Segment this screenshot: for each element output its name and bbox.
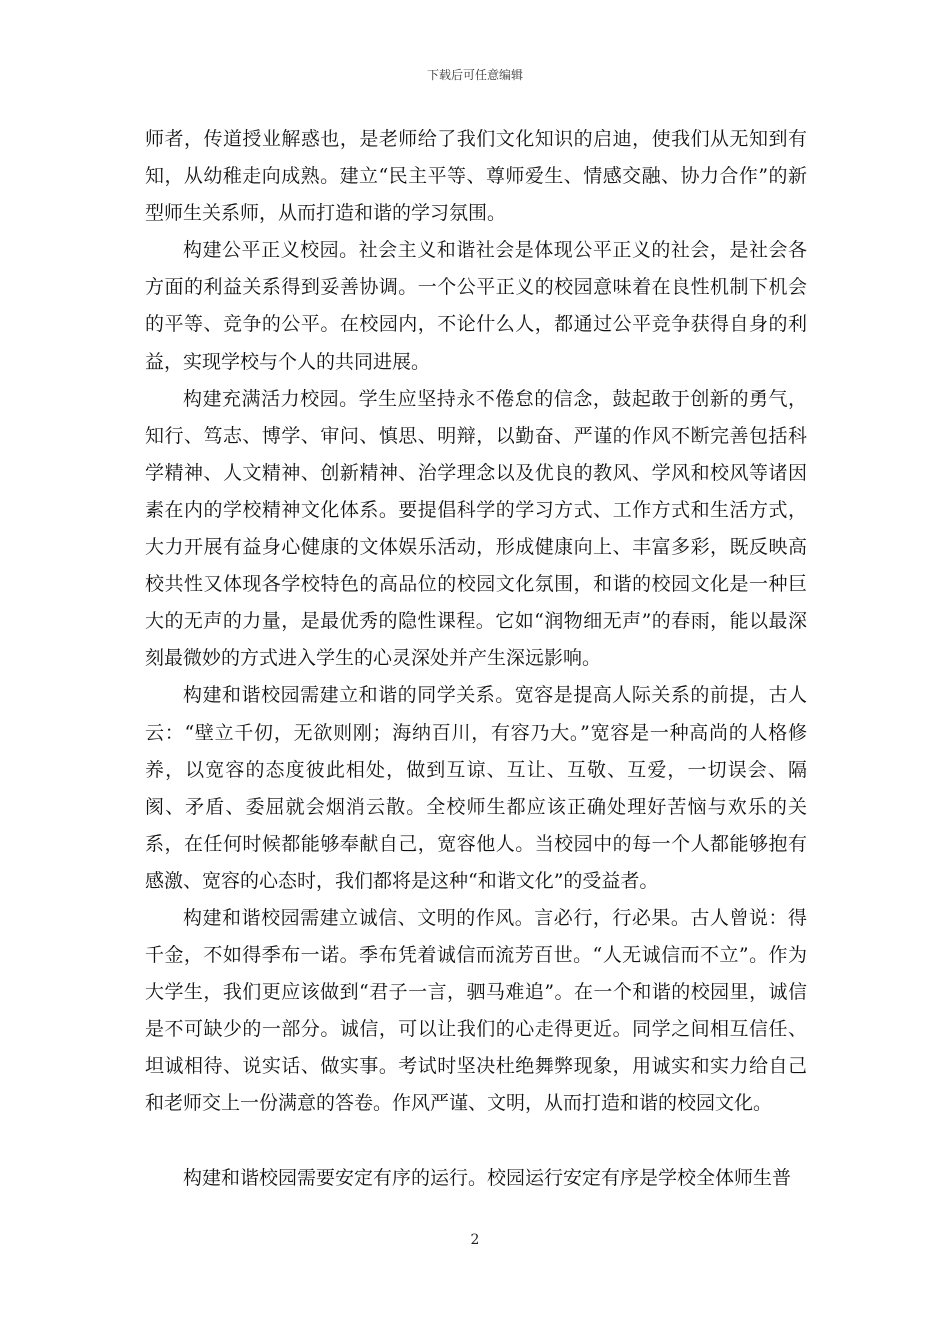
page-number: 2 xyxy=(470,1232,480,1248)
paragraph-4: 构建和谐校园需建立和谐的同学关系。宽容是提高人际关系的前提，古人云：“壁立千仞，无欲则刚；海纳百川，有容乃大。”宽容是一种高尚的人格修养，以宽容的态度彼此相处，做到互谅、互让、互敬、互爱，一切误会、隔阂、矛盾、委屈就会烟消云散。全校师生都应该正确处理好苦恼与欢乐的关系，在任何时候都能够奉献自己，宽容他人。当校园中的每一个人都能够抱有感激、宽容的心态时，我们都将是这种“和谐文化”的受益者。 xyxy=(145,684,807,892)
document-body xyxy=(145,121,807,1197)
paragraph-2: 构建公平正义校园。社会主义和谐社会是体现公平正义的社会，是社会各方面的利益关系得到妥善协调。一个公平正义的校园意味着在良性机制下机会的平等、竞争的公平。在校园内，不论什么人，都通过公平竞争获得自身的利益，实现学校与个人的共同进展。 xyxy=(145,239,807,373)
paragraph-5: 构建和谐校园需建立诚信、文明的作风。言必行，行必果。古人曾说：得千金，不如得季布一诺。季布凭着诚信而流芳百世。“人无诚信而不立”。作为大学生，我们更应该做到“君子一言，驷马难追”。在一个和谐的校园里，诚信是不可缺少的一部分。诚信，可以让我们的心走得更近。同学之间相互信任、坦诚相待、说实话、做实事。考试时坚决杜绝舞弊现象，用诚实和实力给自己和老师交上一份满意的答卷。作风严谨、文明，从而打造和谐的校园文化。 xyxy=(145,906,807,1115)
paragraph-6: 构建和谐校园需要安定有序的运行。校园运行安定有序是学校全体师生普 xyxy=(183,1166,792,1189)
paragraph-3: 构建充满活力校园。学生应坚持永不倦怠的信念，鼓起敢于创新的勇气，知行、笃志、博学、审问、慎思、明辩，以勤奋、严谨的作风不断完善包括科学精神、人文精神、创新精神、治学理念以及优良的教风、学风和校风等诸因素在内的学校精神文化体系。要提倡科学的学习方式、工作方式和生活方式，大力开展有益身心健康的文体娱乐活动，形成健康向上、丰富多彩，既反映高校共性又体现各学校特色的高品位的校园文化氛围，和谐的校园文化是一种巨大的无声的力量，是最优秀的隐性课程。它如“润物细无声”的春雨，能以最深刻最微妙的方式进入学生的心灵深处并产生深远影响。 xyxy=(145,387,807,670)
paragraph-1: 师者，传道授业解惑也，是老师给了我们文化知识的启迪，使我们从无知到有知，从幼稚走向成熟。建立“民主平等、尊师爱生、情感交融、协力合作”的新型师生关系师，从而打造和谐的学习氛围。 xyxy=(145,128,807,225)
page-header: 下载后可任意编辑 xyxy=(426,68,523,82)
